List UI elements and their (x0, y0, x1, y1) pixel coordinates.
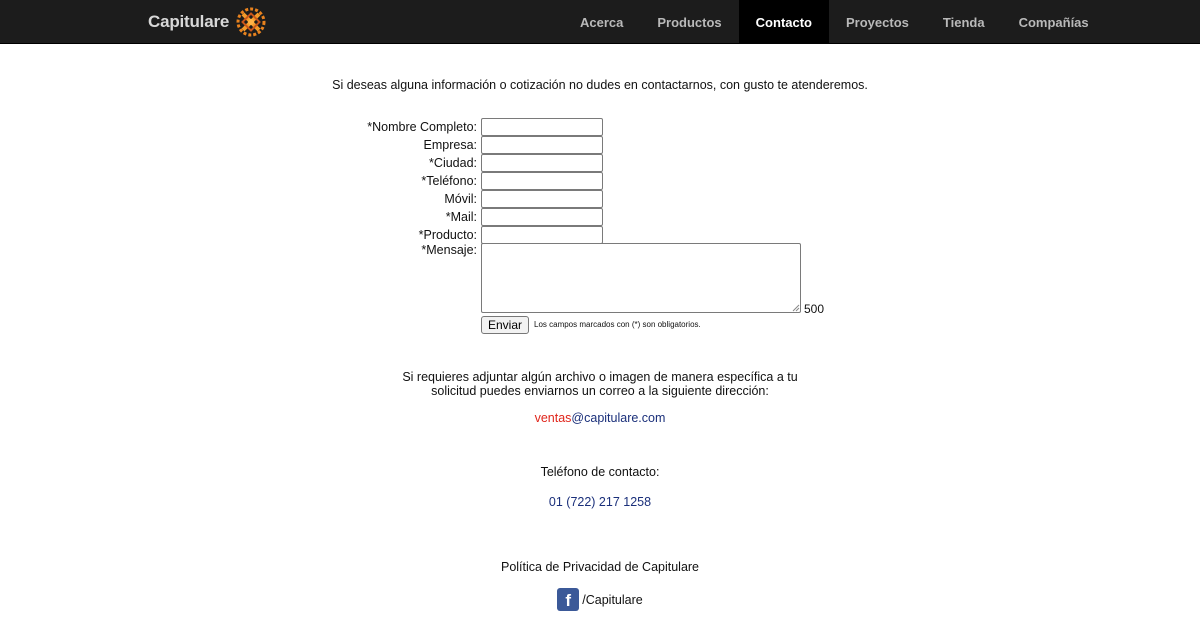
mail-input[interactable] (481, 208, 603, 226)
brand[interactable] (148, 6, 266, 38)
required-note: Los campos marcados con (*) son obligatorios. (534, 320, 701, 329)
movil-label: Móvil: (444, 192, 477, 206)
form-row-empresa (300, 136, 860, 154)
mail-label: *Mail: (445, 210, 477, 224)
attach-line-2: solicitud puedes enviarnos un correo a la siguiente dirección: (431, 384, 769, 398)
phone-number[interactable]: 01 (722) 217 1258 (548, 495, 652, 509)
nav-proyectos[interactable]: Proyectos (846, 15, 909, 30)
intro-text: Si deseas alguna información o cotización no dudes en contactarnos, con gusto te atenderemos. (332, 78, 868, 92)
mensaje-label: *Mensaje: (421, 243, 477, 257)
enviar-button[interactable]: Enviar (481, 316, 529, 334)
form-row-mail (300, 208, 860, 226)
resize-grip-icon[interactable] (791, 303, 800, 312)
ciudad-input[interactable] (481, 154, 603, 172)
main-nav (563, 0, 1106, 43)
facebook-handle[interactable]: /Capitulare (582, 592, 643, 607)
email-domain[interactable]: @capitulare.com (571, 411, 666, 425)
nav-productos[interactable]: Productos (657, 15, 722, 30)
empresa-input[interactable] (481, 136, 603, 154)
producto-label: *Producto: (418, 228, 477, 242)
facebook-icon[interactable]: f (557, 588, 579, 611)
facebook-link[interactable] (0, 588, 1200, 611)
brand-name[interactable]: Capitulare (148, 12, 230, 31)
form-row-ciudad (300, 154, 860, 172)
phone-label: Teléfono de contacto: (540, 465, 660, 479)
form-row-movil (300, 190, 860, 208)
privacy-link[interactable]: Política de Privacidad de Capitulare (500, 560, 700, 574)
ciudad-label: *Ciudad: (429, 156, 477, 170)
mensaje-textarea[interactable] (481, 243, 801, 313)
email-user[interactable]: ventas (534, 411, 572, 425)
attach-line-1: Si requieres adjuntar algún archivo o imagen de manera específica a tu (402, 370, 798, 384)
empresa-label: Empresa: (423, 138, 477, 152)
nav-tienda[interactable]: Tienda (942, 15, 985, 30)
telefono-label: *Teléfono: (421, 174, 477, 188)
capitulare-logo-icon[interactable] (236, 7, 266, 37)
nav-contacto[interactable]: Contacto (739, 0, 829, 43)
nav-companias[interactable]: Compañías (1018, 15, 1089, 30)
telefono-input[interactable] (481, 172, 603, 190)
char-count: 500 (804, 302, 825, 316)
attach-text (0, 370, 1200, 398)
movil-input[interactable] (481, 190, 603, 208)
nombre-label: *Nombre Completo: (367, 120, 477, 134)
email-link[interactable] (0, 411, 1200, 425)
top-nav-bar (0, 0, 1200, 44)
nombre-input[interactable] (481, 118, 603, 136)
nav-acerca[interactable]: Acerca (580, 15, 624, 30)
form-row-nombre (300, 118, 860, 136)
form-row-telefono (300, 172, 860, 190)
